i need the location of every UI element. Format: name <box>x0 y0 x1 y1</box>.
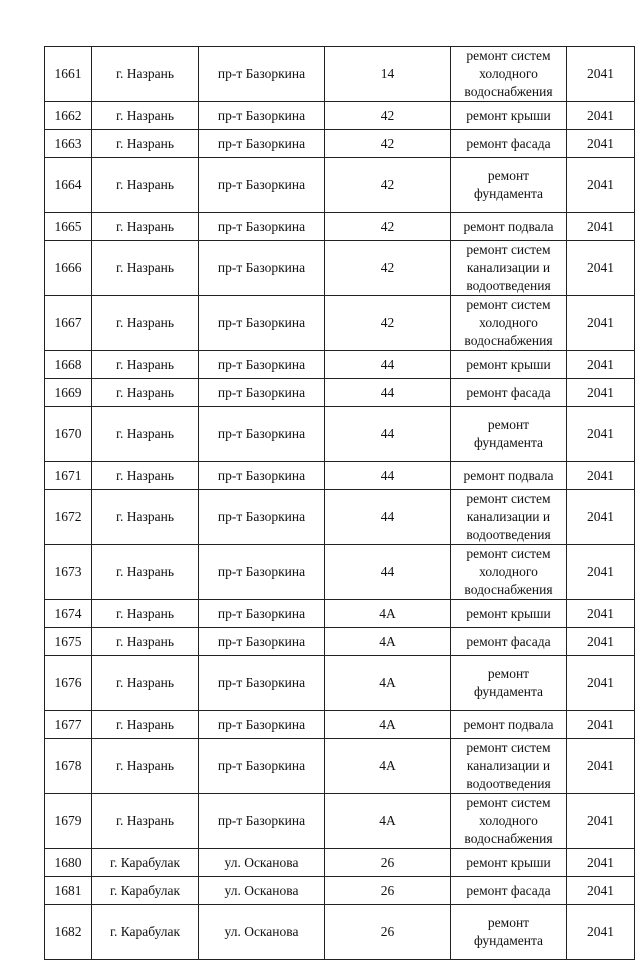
street-cell: пр-т Базоркина <box>199 490 325 545</box>
year-cell: 2041 <box>567 213 635 241</box>
work-type-cell: ремонт систем канализации и водоотведения <box>451 241 567 296</box>
street-cell: пр-т Базоркина <box>199 600 325 628</box>
work-type-cell: ремонт подвала <box>451 462 567 490</box>
street-cell: пр-т Базоркина <box>199 213 325 241</box>
table-row <box>45 296 635 351</box>
year-cell: 2041 <box>567 379 635 407</box>
table-row <box>45 490 635 545</box>
house-number-cell: 26 <box>325 849 451 877</box>
year-cell: 2041 <box>567 490 635 545</box>
house-number-cell: 26 <box>325 905 451 960</box>
table-row <box>45 600 635 628</box>
work-type-cell: ремонт фундамента <box>451 158 567 213</box>
city-cell: г. Карабулак <box>92 877 199 905</box>
street-cell: ул. Осканова <box>199 905 325 960</box>
city-cell: г. Назрань <box>92 379 199 407</box>
house-number-cell: 4А <box>325 656 451 711</box>
house-number-cell: 4А <box>325 739 451 794</box>
house-number-cell: 42 <box>325 130 451 158</box>
city-cell: г. Назрань <box>92 490 199 545</box>
house-number-cell: 44 <box>325 545 451 600</box>
work-type-cell: ремонт фасада <box>451 379 567 407</box>
row-number-cell: 1675 <box>45 628 92 656</box>
city-cell: г. Назрань <box>92 545 199 600</box>
house-number-cell: 42 <box>325 102 451 130</box>
row-number-cell: 1680 <box>45 849 92 877</box>
table-row <box>45 102 635 130</box>
year-cell: 2041 <box>567 794 635 849</box>
table-row <box>45 711 635 739</box>
table-row <box>45 739 635 794</box>
year-cell: 2041 <box>567 656 635 711</box>
row-number-cell: 1661 <box>45 47 92 102</box>
row-number-cell: 1669 <box>45 379 92 407</box>
work-type-cell: ремонт систем холодного водоснабжения <box>451 545 567 600</box>
table-row <box>45 462 635 490</box>
street-cell: пр-т Базоркина <box>199 158 325 213</box>
year-cell: 2041 <box>567 47 635 102</box>
street-cell: пр-т Базоркина <box>199 379 325 407</box>
table-row <box>45 351 635 379</box>
house-number-cell: 14 <box>325 47 451 102</box>
house-number-cell: 42 <box>325 158 451 213</box>
table-row <box>45 794 635 849</box>
work-type-cell: ремонт систем холодного водоснабжения <box>451 47 567 102</box>
table-body <box>45 47 635 960</box>
row-number-cell: 1664 <box>45 158 92 213</box>
table-row <box>45 241 635 296</box>
street-cell: пр-т Базоркина <box>199 102 325 130</box>
work-type-cell: ремонт фасада <box>451 628 567 656</box>
city-cell: г. Карабулак <box>92 905 199 960</box>
row-number-cell: 1663 <box>45 130 92 158</box>
work-type-cell: ремонт фундамента <box>451 905 567 960</box>
work-type-cell: ремонт систем канализации и водоотведения <box>451 490 567 545</box>
house-number-cell: 4А <box>325 628 451 656</box>
city-cell: г. Назрань <box>92 656 199 711</box>
table-row <box>45 47 635 102</box>
city-cell: г. Назрань <box>92 102 199 130</box>
row-number-cell: 1676 <box>45 656 92 711</box>
work-type-cell: ремонт подвала <box>451 711 567 739</box>
house-number-cell: 44 <box>325 379 451 407</box>
year-cell: 2041 <box>567 462 635 490</box>
city-cell: г. Назрань <box>92 739 199 794</box>
table-row <box>45 905 635 960</box>
street-cell: пр-т Базоркина <box>199 711 325 739</box>
city-cell: г. Назрань <box>92 794 199 849</box>
street-cell: пр-т Базоркина <box>199 351 325 379</box>
row-number-cell: 1682 <box>45 905 92 960</box>
house-number-cell: 4А <box>325 794 451 849</box>
row-number-cell: 1666 <box>45 241 92 296</box>
street-cell: пр-т Базоркина <box>199 656 325 711</box>
year-cell: 2041 <box>567 711 635 739</box>
street-cell: пр-т Базоркина <box>199 628 325 656</box>
house-number-cell: 42 <box>325 296 451 351</box>
year-cell: 2041 <box>567 130 635 158</box>
row-number-cell: 1670 <box>45 407 92 462</box>
table-row <box>45 849 635 877</box>
year-cell: 2041 <box>567 407 635 462</box>
row-number-cell: 1678 <box>45 739 92 794</box>
work-type-cell: ремонт систем холодного водоснабжения <box>451 296 567 351</box>
row-number-cell: 1667 <box>45 296 92 351</box>
table-row <box>45 213 635 241</box>
row-number-cell: 1662 <box>45 102 92 130</box>
row-number-cell: 1673 <box>45 545 92 600</box>
city-cell: г. Назрань <box>92 462 199 490</box>
year-cell: 2041 <box>567 158 635 213</box>
year-cell: 2041 <box>567 241 635 296</box>
house-number-cell: 42 <box>325 241 451 296</box>
city-cell: г. Назрань <box>92 130 199 158</box>
table-row <box>45 545 635 600</box>
year-cell: 2041 <box>567 628 635 656</box>
city-cell: г. Назрань <box>92 158 199 213</box>
work-type-cell: ремонт фундамента <box>451 407 567 462</box>
city-cell: г. Карабулак <box>92 849 199 877</box>
work-type-cell: ремонт крыши <box>451 102 567 130</box>
house-number-cell: 4А <box>325 711 451 739</box>
row-number-cell: 1681 <box>45 877 92 905</box>
table-row <box>45 656 635 711</box>
city-cell: г. Назрань <box>92 213 199 241</box>
year-cell: 2041 <box>567 351 635 379</box>
city-cell: г. Назрань <box>92 351 199 379</box>
street-cell: пр-т Базоркина <box>199 739 325 794</box>
table-row <box>45 877 635 905</box>
row-number-cell: 1665 <box>45 213 92 241</box>
street-cell: пр-т Базоркина <box>199 545 325 600</box>
row-number-cell: 1672 <box>45 490 92 545</box>
street-cell: ул. Осканова <box>199 849 325 877</box>
work-type-cell: ремонт крыши <box>451 600 567 628</box>
city-cell: г. Назрань <box>92 711 199 739</box>
year-cell: 2041 <box>567 877 635 905</box>
city-cell: г. Назрань <box>92 241 199 296</box>
year-cell: 2041 <box>567 905 635 960</box>
street-cell: пр-т Базоркина <box>199 296 325 351</box>
row-number-cell: 1677 <box>45 711 92 739</box>
repair-schedule-table <box>44 46 635 960</box>
house-number-cell: 44 <box>325 490 451 545</box>
house-number-cell: 4А <box>325 600 451 628</box>
street-cell: пр-т Базоркина <box>199 241 325 296</box>
street-cell: пр-т Базоркина <box>199 794 325 849</box>
house-number-cell: 26 <box>325 877 451 905</box>
table-row <box>45 130 635 158</box>
work-type-cell: ремонт систем холодного водоснабжения <box>451 794 567 849</box>
table-row <box>45 158 635 213</box>
row-number-cell: 1679 <box>45 794 92 849</box>
table-row <box>45 628 635 656</box>
work-type-cell: ремонт фундамента <box>451 656 567 711</box>
work-type-cell: ремонт фасада <box>451 130 567 158</box>
house-number-cell: 44 <box>325 351 451 379</box>
row-number-cell: 1671 <box>45 462 92 490</box>
city-cell: г. Назрань <box>92 407 199 462</box>
year-cell: 2041 <box>567 600 635 628</box>
work-type-cell: ремонт систем канализации и водоотведения <box>451 739 567 794</box>
house-number-cell: 44 <box>325 462 451 490</box>
row-number-cell: 1668 <box>45 351 92 379</box>
year-cell: 2041 <box>567 545 635 600</box>
street-cell: пр-т Базоркина <box>199 130 325 158</box>
street-cell: пр-т Базоркина <box>199 407 325 462</box>
work-type-cell: ремонт крыши <box>451 849 567 877</box>
city-cell: г. Назрань <box>92 600 199 628</box>
work-type-cell: ремонт подвала <box>451 213 567 241</box>
street-cell: пр-т Базоркина <box>199 47 325 102</box>
table-row <box>45 407 635 462</box>
table-row <box>45 379 635 407</box>
year-cell: 2041 <box>567 849 635 877</box>
row-number-cell: 1674 <box>45 600 92 628</box>
year-cell: 2041 <box>567 739 635 794</box>
street-cell: ул. Осканова <box>199 877 325 905</box>
city-cell: г. Назрань <box>92 296 199 351</box>
year-cell: 2041 <box>567 102 635 130</box>
year-cell: 2041 <box>567 296 635 351</box>
work-type-cell: ремонт фасада <box>451 877 567 905</box>
city-cell: г. Назрань <box>92 47 199 102</box>
street-cell: пр-т Базоркина <box>199 462 325 490</box>
work-type-cell: ремонт крыши <box>451 351 567 379</box>
city-cell: г. Назрань <box>92 628 199 656</box>
house-number-cell: 42 <box>325 213 451 241</box>
house-number-cell: 44 <box>325 407 451 462</box>
